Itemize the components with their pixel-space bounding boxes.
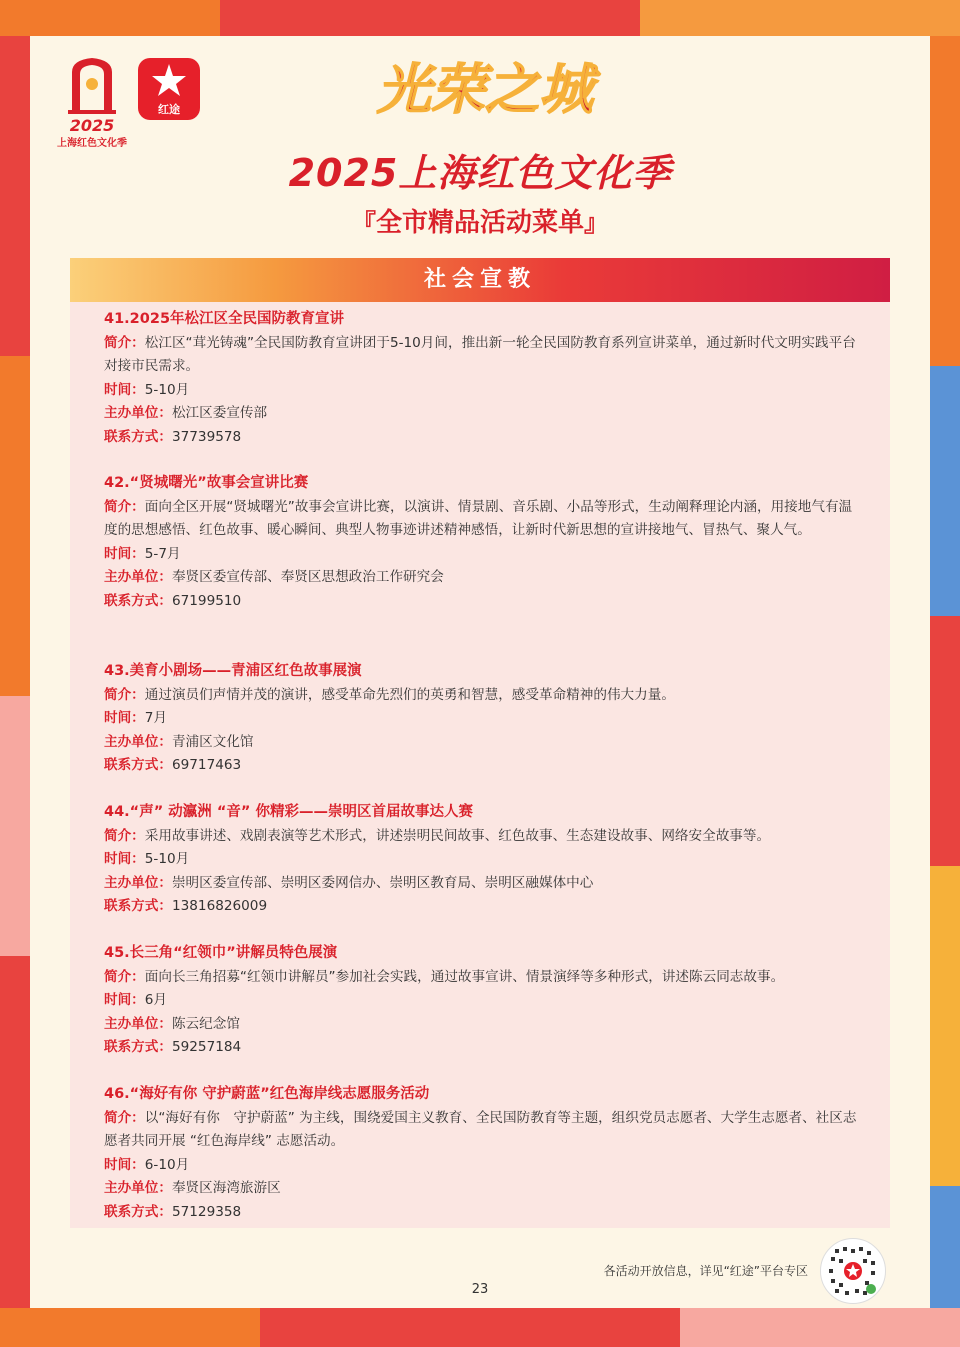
activity-contact: 联系方式：69717463 [104,757,242,773]
activity-title: 44.“声” 动瀛洲 “音” 你精彩——崇明区首届故事达人赛 [104,804,473,820]
activity-contact: 联系方式：67199510 [104,592,242,609]
activity-item [104,1083,864,1224]
bg-block-right-red [930,616,960,866]
app-name: 红途 [158,103,180,116]
footer-note: 各活动开放信息，详见“红途”平台专区 [603,1264,808,1278]
activity-intro: 简介：以“海好有你 守护蔚蓝” 为主线，围绕爱国主义教育、全民国防教育等主题，组织党员志愿者、大学生志愿者、社区志愿者共同开展 “红色海岸线” 志愿活动。 [104,1109,857,1149]
section-title: 社会宣教 [423,267,536,292]
activity-organizer: 主办单位：青浦区文化馆 [104,733,254,750]
activity-intro: 简介：通过演员们声情并茂的演讲，感受革命先烈们的英勇和智慧，感受革命精神的伟大力量。 [104,686,675,703]
logo-caption: 上海红色文化季 [57,138,127,149]
activity-time: 时间：5-7月 [104,545,181,562]
activity-item [104,801,864,919]
left-bracket-icon: 『 [351,209,376,237]
activity-organizer: 主办单位：松江区委宣传部 [104,405,268,421]
calligraphy-text: 光荣之城 [377,57,593,121]
activity-organizer: 主办单位：奉贤区委宣传部、奉贤区思想政治工作研究会 [104,569,444,585]
page-title: 2025上海红色文化季 [288,151,672,195]
activity-title: 43.美育小剧场——青浦区红色故事展演 [104,663,362,679]
bg-block-top-left [0,0,220,36]
activity-item [104,472,864,613]
bg-block-left-pink [0,696,30,956]
gate-icon [48,54,136,114]
logo-year: 2025 [69,116,115,135]
calligraphy-title [360,48,610,128]
activity-organizer: 主办单位：奉贤区海湾旅游区 [104,1180,281,1196]
activity-intro: 简介：面向全区开展“贤城曙光”故事会宣讲比赛，以演讲、情景剧、音乐剧、小品等形式，生动阐释理论内涵，用接地气有温度的思想感悟、红色故事、暖心瞬间、典型人物事迹讲述精神感悟，让新时代新思想的宣讲接地气、冒热气、聚人气。 [104,498,853,538]
activity-title: 45.长三角“红领巾”讲解员特色展演 [104,945,338,961]
activity-item [104,660,864,778]
activity-title: 42.“贤城曙光”故事会宣讲比赛 [104,475,309,491]
activity-organizer: 主办单位：崇明区委宣传部、崇明区委网信办、崇明区教育局、崇明区融媒体中心 [104,874,594,891]
activity-intro: 简介：面向长三角招募“红领巾讲解员”参加社会实践，通过故事宣讲、情景演绎等多种形式，讲述陈云同志故事。 [104,968,785,985]
bg-block-bottom-right [680,1308,960,1347]
bg-block-right-top [930,36,960,366]
qr-code-icon[interactable] [820,1238,886,1304]
activity-organizer: 主办单位：陈云纪念馆 [104,1015,240,1032]
hongtu-app-logo [138,58,200,120]
bg-block-bottom-mid [260,1308,680,1347]
bg-block-right-blue [930,366,960,616]
activity-title: 46.“海好有你 守护蔚蓝”红色海岸线志愿服务活动 [104,1086,430,1102]
activity-list-panel [70,302,890,1228]
culture-season-logo [48,54,136,149]
activity-time: 时间：6月 [104,992,168,1008]
activity-time: 时间：7月 [104,710,168,726]
bg-block-top-mid [220,0,640,36]
activity-contact: 联系方式：13816826009 [104,898,268,914]
activity-item [104,308,864,449]
page-subtitle [0,202,960,239]
qr-pattern-icon [821,1239,885,1303]
section-header [70,258,890,302]
activity-intro: 简介：松江区“茸光铸魂”全民国防教育宣讲团于5-10月间，推出新一轮全民国防教育系列宣讲菜单，通过新时代文明实践平台对接市民需求。 [104,334,856,374]
right-bracket-icon: 』 [584,209,608,237]
activity-time: 时间：5-10月 [104,381,190,398]
page-number: 23 [471,1282,489,1297]
bg-block-bottom-left [0,1308,260,1347]
activity-title: 41.2025年松江区全民国防教育宣讲 [104,311,345,327]
star-icon [138,58,200,98]
activity-item [104,942,864,1060]
subtitle-text: 全市精品活动菜单 [375,208,584,238]
activity-time: 时间：5-10月 [104,851,190,867]
bg-block-right-yellow [930,866,960,1186]
activity-contact: 联系方式：57129358 [104,1203,242,1220]
bg-block-left-mid [0,356,30,696]
activity-time: 时间：6-10月 [104,1156,190,1173]
activity-intro: 简介：采用故事讲述、戏剧表演等艺术形式，讲述崇明民间故事、红色故事、生态建设故事、网络安全故事等。 [104,827,771,844]
activity-contact: 联系方式：59257184 [104,1039,242,1055]
bg-block-top-right [640,0,960,36]
activity-contact: 联系方式：37739578 [104,428,242,445]
calligraphy-brush-art [360,48,610,128]
